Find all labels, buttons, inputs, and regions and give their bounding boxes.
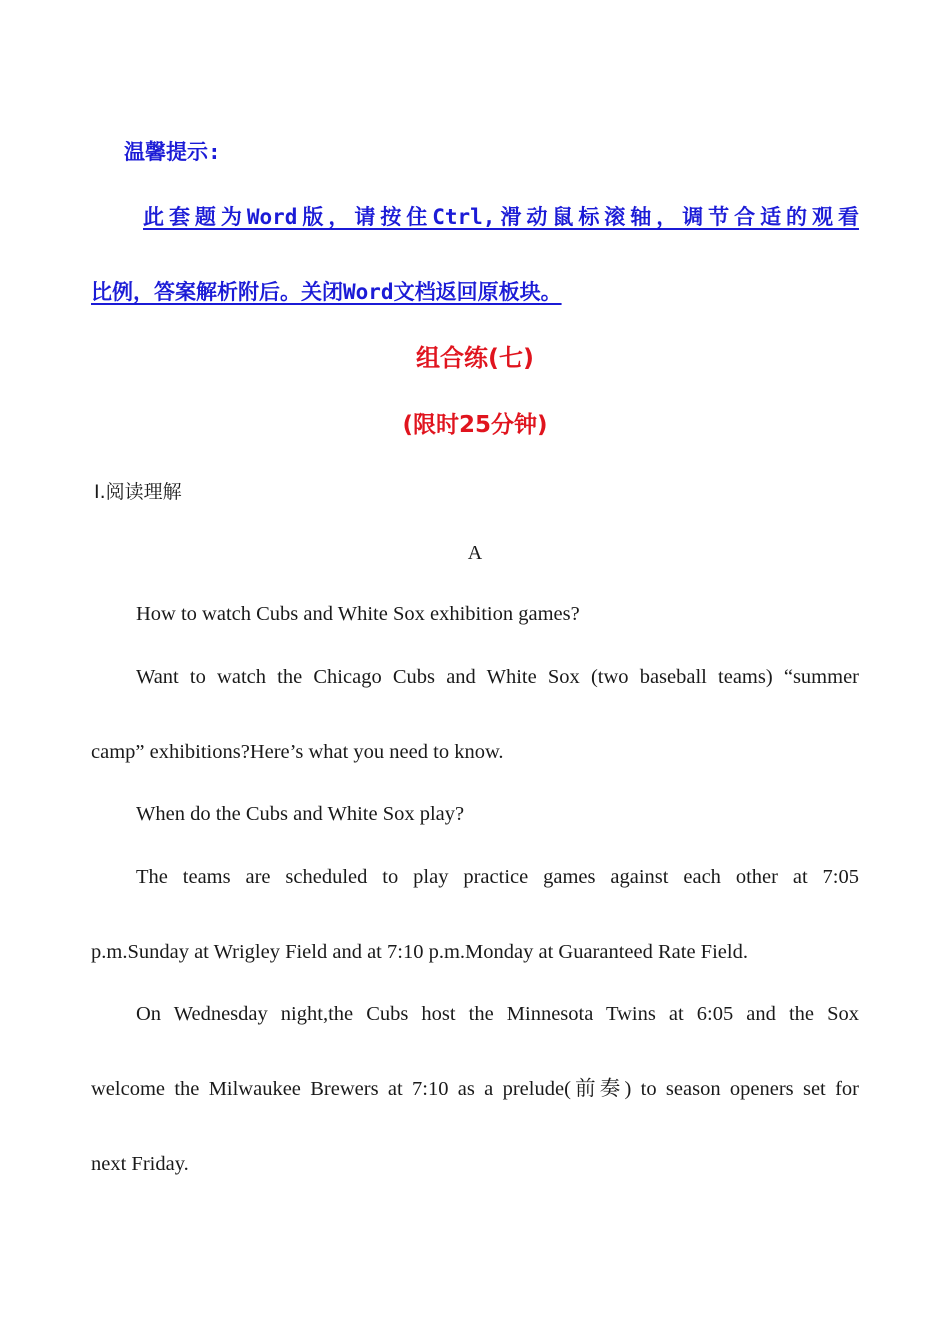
tip-link-line-2[interactable]: [91, 276, 576, 306]
paragraph-line: Want to watch the Chicago Cubs and White Sox (two baseball teams) “summer: [136, 666, 859, 688]
paragraph-line: How to watch Cubs and White Sox exhibition games?: [136, 603, 580, 625]
paragraph-line: welcome the Milwaukee Brewers at 7:10 as a prelude(前奏) to season openers set for: [91, 1078, 859, 1100]
tip-link-line-1[interactable]: 此套题为Word版，请按住Ctrl,滑动鼠标滚轴，调节合适的观看: [143, 205, 859, 229]
paragraph-line: camp” exhibitions?Here’s what you need to know.: [91, 741, 504, 763]
tip-title: 温馨提示:: [124, 140, 221, 164]
section-heading: Ⅰ.阅读理解: [94, 481, 182, 503]
paragraph-line: When do the Cubs and White Sox play?: [136, 803, 465, 825]
paragraph-line: On Wednesday night,the Cubs host the Minnesota Twins at 6:05 and the Sox: [136, 1003, 859, 1025]
tip-link-text[interactable]: 比例，答案解析附后。关闭Word文档返回原板块。: [91, 280, 562, 304]
page-title: 组合练(七): [416, 344, 534, 372]
paragraph-line: next Friday.: [91, 1153, 189, 1175]
time-limit: (限时25分钟): [402, 412, 548, 438]
paragraph-line: p.m.Sunday at Wrigley Field and at 7:10 p.m.Monday at Guaranteed Rate Field.: [91, 941, 748, 963]
paragraph-line: The teams are scheduled to play practice games against each other at 7:05: [136, 866, 859, 888]
passage-label: A: [467, 542, 483, 564]
tip-link-underline-tail: [562, 280, 576, 304]
